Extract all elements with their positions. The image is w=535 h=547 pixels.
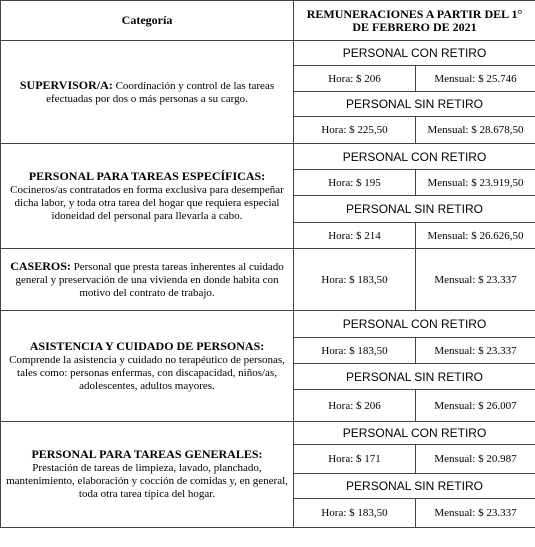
sin-retiro-label: PERSONAL SIN RETIRO — [294, 364, 535, 390]
category-cell — [1, 249, 294, 311]
con-retiro-label: PERSONAL CON RETIRO — [294, 311, 535, 338]
table-row — [1, 41, 535, 66]
hourly-rate: Hora: $ 183,50 — [294, 338, 416, 364]
con-retiro-label: PERSONAL CON RETIRO — [294, 144, 535, 170]
monthly-rate: Mensual: $ 23.337 — [416, 499, 535, 528]
hourly-rate: Hora: $ 183,50 — [294, 249, 416, 311]
hourly-rate: Hora: $ 171 — [294, 445, 416, 474]
hourly-rate: Hora: $ 214 — [294, 223, 416, 249]
monthly-rate: Mensual: $ 25.746 — [416, 66, 535, 92]
category-title: SUPERVISOR/A: — [19, 77, 113, 92]
hourly-rate: Hora: $ 195 — [294, 170, 416, 196]
con-retiro-label: PERSONAL CON RETIRO — [294, 41, 535, 66]
hourly-rate: Hora: $ 183,50 — [294, 499, 416, 528]
category-title: ASISTENCIA Y CUIDADO DE PERSONAS: — [29, 338, 265, 353]
category-description: Coordinación y control de las tareas efectuadas por dos o más personas a su cargo. — [46, 79, 275, 105]
category-title: CASEROS: — [10, 258, 71, 273]
table-header-row — [1, 1, 535, 41]
monthly-rate: Mensual: $ 23.337 — [416, 338, 535, 364]
category-cell — [1, 422, 294, 528]
category-description: Personal que presta tareas inherentes al cuidado general y preservación de una vivienda en donde habita con motivo del contrato de trabajo. — [15, 260, 284, 299]
category-description: Cocineros/as contratados en forma exclusiva para desempeñar dicha labor, y toda otra tarea del hogar que requiera especial idoneidad del personal para llevarla a cabo. — [10, 183, 284, 222]
table-row — [1, 144, 535, 170]
monthly-rate: Mensual: $ 23.919,50 — [416, 170, 535, 196]
sin-retiro-label: PERSONAL SIN RETIRO — [294, 196, 535, 223]
category-title: PERSONAL PARA TAREAS ESPECÍFICAS: — [28, 168, 266, 183]
sin-retiro-label: PERSONAL SIN RETIRO — [294, 92, 535, 117]
hourly-rate: Hora: $ 225,50 — [294, 117, 416, 144]
table-row — [1, 422, 535, 445]
category-description: Comprende la asistencia y cuidado no terapéutico de personas, tales como: personas enfermas, con discapacidad, niños/as, adolescentes, adultos mayores. — [9, 353, 285, 392]
table-row — [1, 249, 535, 311]
monthly-rate: Mensual: $ 26.007 — [416, 390, 535, 422]
category-title: PERSONAL PARA TAREAS GENERALES: — [31, 447, 263, 461]
hourly-rate: Hora: $ 206 — [294, 66, 416, 92]
con-retiro-label: PERSONAL CON RETIRO — [294, 422, 535, 445]
category-header: Categoría — [1, 1, 294, 41]
table-row — [1, 311, 535, 338]
remuneration-header: REMUNERACIONES A PARTIR DEL 1° DE FEBRERO DE 2021 — [294, 1, 535, 41]
monthly-rate: Mensual: $ 26.626,50 — [416, 223, 535, 249]
monthly-rate: Mensual: $ 20.987 — [416, 445, 535, 474]
monthly-rate: Mensual: $ 23.337 — [416, 249, 535, 311]
monthly-rate: Mensual: $ 28.678,50 — [416, 117, 535, 144]
hourly-rate: Hora: $ 206 — [294, 390, 416, 422]
category-cell — [1, 144, 294, 249]
sin-retiro-label: PERSONAL SIN RETIRO — [294, 474, 535, 499]
category-cell — [1, 41, 294, 144]
category-cell — [1, 311, 294, 422]
category-description: Prestación de tareas de limpieza, lavado, planchado, mantenimiento, elaboración y cocción de comidas y, en general, toda otra tarea típica del hogar. — [6, 462, 288, 500]
